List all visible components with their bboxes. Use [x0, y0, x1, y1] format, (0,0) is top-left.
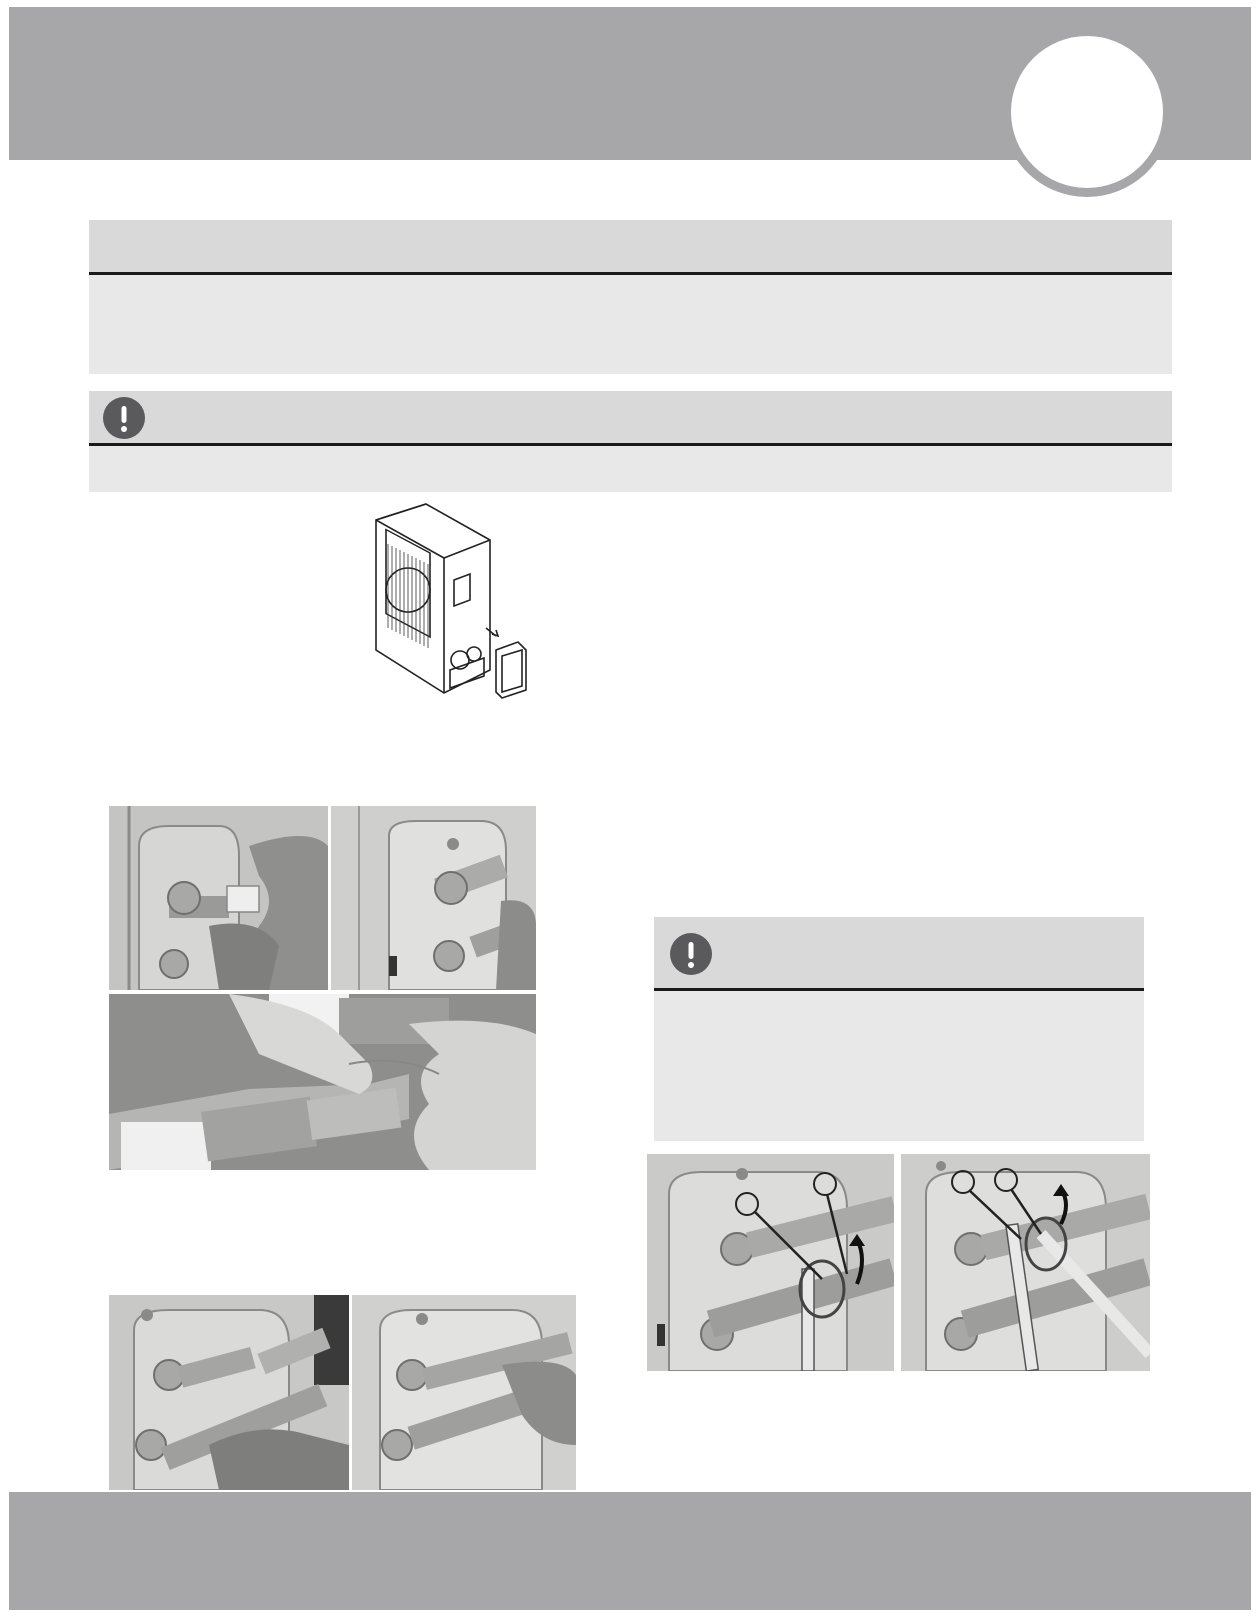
photo-pipe-flare-nuts [109, 994, 536, 1170]
info-panel-header [89, 220, 1172, 275]
photo-pipe-alignment-2 [352, 1295, 576, 1490]
warning-panel-header [89, 391, 1172, 446]
photo-pipe-alignment-1 [109, 1295, 349, 1490]
footer-bar [9, 1492, 1251, 1610]
page-number-badge [1002, 27, 1172, 197]
photo-valve-cap-removal-2 [331, 806, 536, 990]
info-panel [89, 220, 1172, 374]
exclamation-circle-icon [670, 933, 712, 975]
photo-wrench-tightening-1 [647, 1154, 894, 1371]
caution-panel [654, 917, 1144, 1141]
warning-panel [89, 391, 1172, 492]
exclamation-circle-icon [103, 397, 145, 439]
caution-panel-header [654, 917, 1144, 991]
photo-wrench-tightening-2 [901, 1154, 1150, 1371]
outdoor-unit-illustration [368, 500, 538, 705]
photo-valve-cap-removal-1 [109, 806, 328, 990]
